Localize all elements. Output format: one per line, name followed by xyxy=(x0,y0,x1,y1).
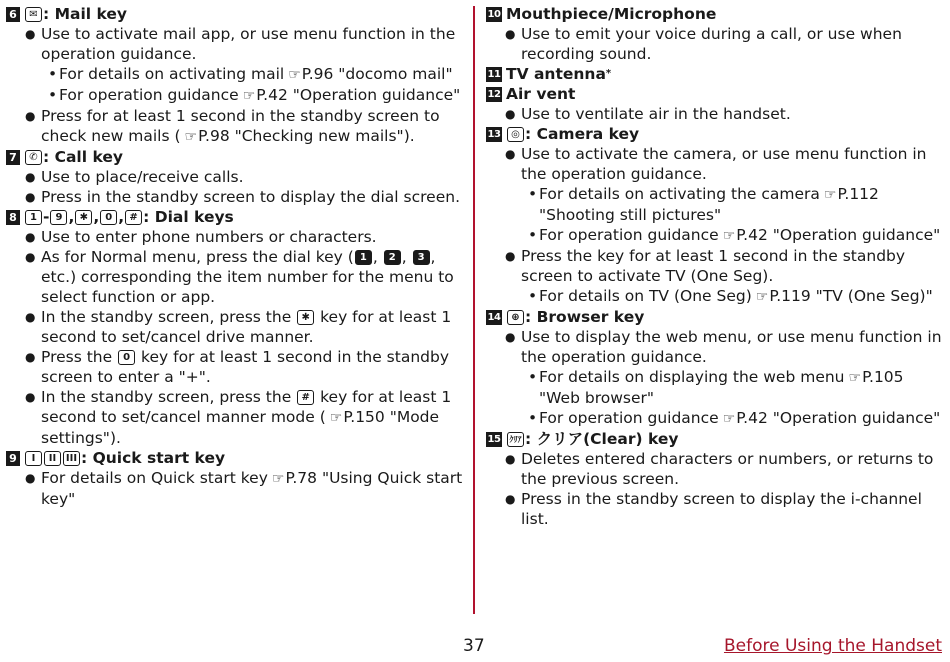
key-0-icon: 0 xyxy=(100,210,117,225)
mail-sub-1: • For details on activating mail ☞ P.96 "docomo mail" xyxy=(6,64,464,85)
page-reference: P.96 "docomo mail" xyxy=(301,65,453,83)
reference-icon: ☞ xyxy=(722,228,735,244)
quick-key-1-icon: I xyxy=(25,451,42,466)
dial-bullet-1: ● Use to enter phone numbers or characters. xyxy=(6,227,464,247)
dial-keys-section xyxy=(6,207,464,448)
mail-key-heading xyxy=(6,4,464,24)
mouthpiece-heading xyxy=(486,4,946,24)
air-vent-bullet-1: ● Use to ventilate air in the handset. xyxy=(486,104,946,124)
dial-bullet-2: ● As for Normal menu, press the dial key ( 1 , 2 , 3 , etc.) corresponding the item number for the menu to select function or app. xyxy=(6,247,464,307)
air-vent-title: Air vent xyxy=(506,85,576,103)
item-number: 7 xyxy=(6,150,20,165)
mouthpiece-title: Mouthpiece/Microphone xyxy=(506,5,717,23)
camera-sub-3: • For details on TV (One Seg) ☞ P.119 "TV (One Seg)" xyxy=(486,286,946,307)
camera-sub-2: • For operation guidance ☞ P.42 "Operation guidance" xyxy=(486,225,946,246)
reference-icon: ☞ xyxy=(329,410,342,426)
item-number: 15 xyxy=(487,433,501,445)
item-number: 10 xyxy=(487,8,501,20)
item-number: 14 xyxy=(487,311,501,323)
menu-number-2-icon: 2 xyxy=(384,250,401,265)
item-number: 13 xyxy=(487,128,501,140)
air-vent-heading xyxy=(486,84,946,104)
quick-key-2-icon: II xyxy=(44,451,61,466)
page-reference: P.42 "Operation guidance" xyxy=(256,86,461,104)
call-key-section xyxy=(6,147,464,207)
mouthpiece-section xyxy=(486,4,946,64)
camera-bullet-2: ● Press the key for at least 1 second in the standby screen to activate TV (One Seg). xyxy=(486,246,946,286)
dial-bullet-3: ● In the standby screen, press the ✱ key for at least 1 second to set/cancel drive manner. xyxy=(6,307,464,347)
reference-icon: ☞ xyxy=(722,411,735,427)
mouthpiece-bullet-1: ● Use to emit your voice during a call, or use when recording sound. xyxy=(486,24,946,64)
clear-key-section xyxy=(486,429,946,529)
key-hash-icon: # xyxy=(297,390,314,405)
menu-number-1-icon: 1 xyxy=(355,250,372,265)
call-icon: ✆ xyxy=(25,150,42,165)
key-1-icon: 1 xyxy=(25,210,42,225)
clear-key-title: : クリア(Clear) key xyxy=(525,430,679,448)
dial-keys-title: : Dial keys xyxy=(143,208,234,226)
reference-icon: ☞ xyxy=(271,471,284,487)
tv-antenna-heading xyxy=(486,64,946,84)
browser-key-heading xyxy=(486,307,946,327)
clear-icon: ｸﾘｱ xyxy=(507,432,524,447)
browser-icon: ⊕ xyxy=(507,310,524,325)
browser-bullet-1: ● Use to display the web menu, or use menu function in the operation guidance. xyxy=(486,327,946,367)
mail-key-section xyxy=(6,4,464,147)
tv-antenna-title: TV antenna xyxy=(506,65,606,83)
reference-icon: ☞ xyxy=(184,129,197,145)
dial-bullet-5: ● In the standby screen, press the # key for at least 1 second to set/cancel manner mode ( ☞ P.150 "Mode settings"). xyxy=(6,387,464,448)
page-reference: P.105 "Web browser" xyxy=(539,368,904,407)
page-reference: P.42 "Operation guidance" xyxy=(736,409,941,427)
item-number: 6 xyxy=(6,7,20,22)
mail-sub-2: • For operation guidance ☞ P.42 "Operation guidance" xyxy=(6,85,464,106)
quick-key-3-icon: III xyxy=(63,451,80,466)
reference-icon: ☞ xyxy=(848,370,861,386)
item-number: 11 xyxy=(487,68,501,80)
column-divider xyxy=(473,6,475,614)
page-reference: P.42 "Operation guidance" xyxy=(736,226,941,244)
call-bullet-2: ● Press in the standby screen to display the dial screen. xyxy=(6,187,464,207)
dial-bullet-4: ● Press the 0 key for at least 1 second in the standby screen to enter a "+". xyxy=(6,347,464,387)
page-number: 37 xyxy=(463,636,485,656)
menu-number-3-icon: 3 xyxy=(413,250,430,265)
quick-start-title: : Quick start key xyxy=(81,449,226,467)
call-key-heading xyxy=(6,147,464,167)
air-vent-section xyxy=(486,84,946,124)
key-9-icon: 9 xyxy=(50,210,67,225)
call-key-title: : Call key xyxy=(43,148,123,166)
item-number: 9 xyxy=(6,451,20,466)
mail-bullet-2: ● Press for at least 1 second in the standby screen to check new mails ( ☞ P.98 "Checking new mails"). xyxy=(6,106,464,147)
tv-antenna-section xyxy=(486,64,946,84)
footnote-mark: * xyxy=(605,68,612,79)
camera-key-section xyxy=(486,124,946,307)
camera-icon: ◎ xyxy=(507,127,524,142)
quick-bullet-1: ● For details on Quick start key ☞ P.78 "Using Quick start key" xyxy=(6,468,464,509)
reference-icon: ☞ xyxy=(755,289,768,305)
camera-key-title: : Camera key xyxy=(525,125,640,143)
page-reference: P.119 "TV (One Seg)" xyxy=(769,287,933,305)
mail-bullet-1: ● Use to activate mail app, or use menu function in the operation guidance. xyxy=(6,24,464,64)
camera-bullet-1: ● Use to activate the camera, or use menu function in the operation guidance. xyxy=(486,144,946,184)
browser-key-title: : Browser key xyxy=(525,308,645,326)
key-star-icon: ✱ xyxy=(75,210,92,225)
call-bullet-1: ● Use to place/receive calls. xyxy=(6,167,464,187)
browser-sub-2: • For operation guidance ☞ P.42 "Operation guidance" xyxy=(486,408,946,429)
section-link[interactable]: Before Using the Handset xyxy=(723,636,942,656)
key-hash-icon: # xyxy=(125,210,142,225)
quick-start-section xyxy=(6,448,464,509)
reference-icon: ☞ xyxy=(242,88,255,104)
page-reference: P.98 "Checking new mails"). xyxy=(198,127,415,145)
mail-icon: ✉ xyxy=(25,7,42,22)
browser-sub-1: • For details on displaying the web menu ☞ P.105 "Web browser" xyxy=(486,367,946,408)
clear-bullet-1: ● Deletes entered characters or numbers, or returns to the previous screen. xyxy=(486,449,946,489)
item-number: 12 xyxy=(487,88,501,100)
item-number: 8 xyxy=(6,210,20,225)
page-reference: P.150 "Mode settings"). xyxy=(41,408,440,447)
camera-sub-1: • For details on activating the camera ☞ P.112 "Shooting still pictures" xyxy=(486,184,946,225)
page-reference: P.78 "Using Quick start key" xyxy=(41,469,463,508)
reference-icon: ☞ xyxy=(823,187,836,203)
mail-key-title: : Mail key xyxy=(43,5,128,23)
camera-key-heading xyxy=(486,124,946,144)
page-reference: P.112 "Shooting still pictures" xyxy=(539,185,879,224)
key-star-icon: ✱ xyxy=(297,310,314,325)
key-0-icon: 0 xyxy=(118,350,135,365)
clear-bullet-2: ● Press in the standby screen to display the i-channel list. xyxy=(486,489,946,529)
reference-icon: ☞ xyxy=(288,67,300,83)
dial-keys-heading: 8 1 - 9 , ✱ , 0 , # : Dial keys xyxy=(6,207,464,227)
browser-key-section xyxy=(486,307,946,429)
right-column xyxy=(486,4,946,529)
left-column xyxy=(6,4,464,509)
clear-key-heading xyxy=(486,429,946,449)
quick-start-heading xyxy=(6,448,464,468)
